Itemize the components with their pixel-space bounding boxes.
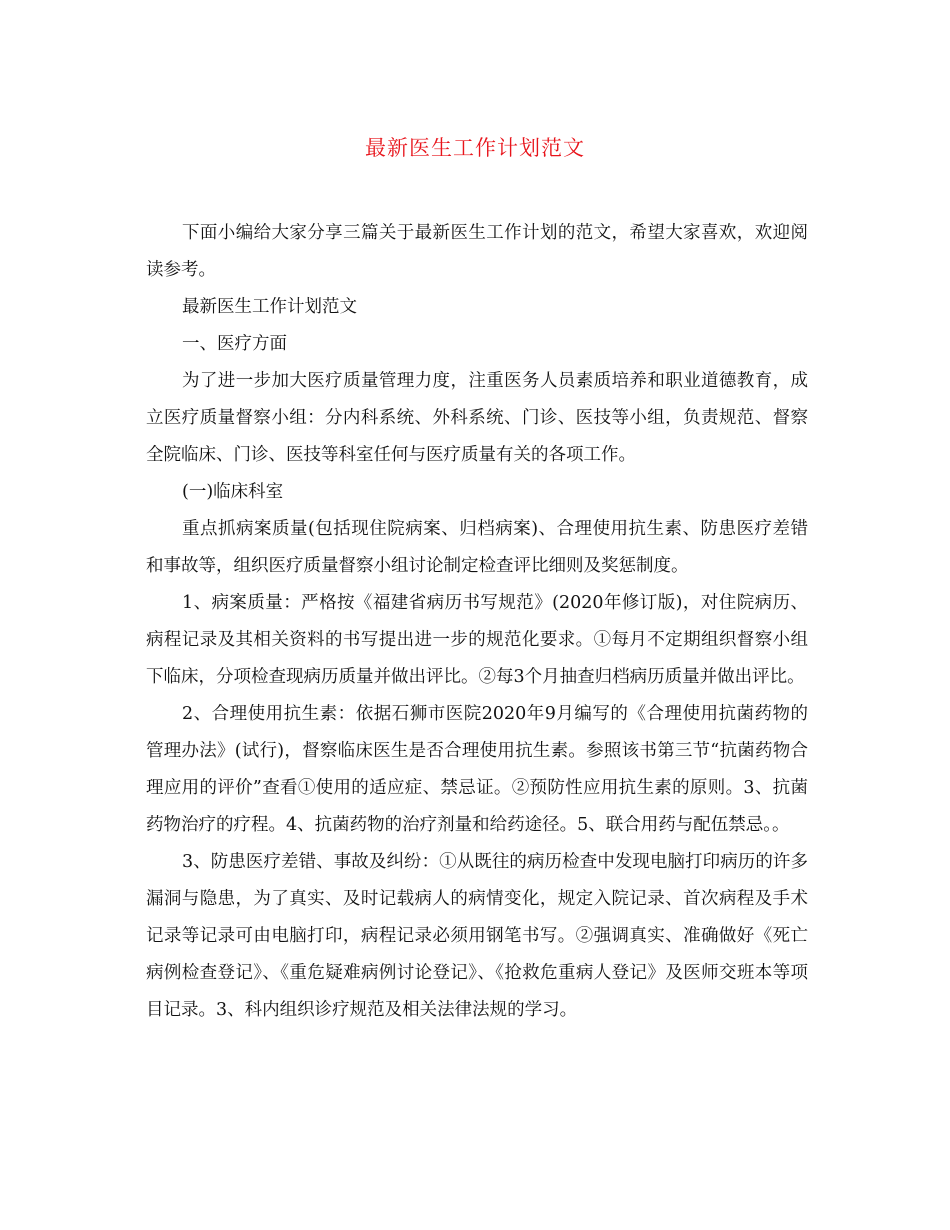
paragraph-medical-records: 1、病案质量：严格按《福建省病历书写规范》(2020年修订版)，对住院病历、病程记录及其相关资料的书写提出进一步的规范化要求。①每月不定期组织督察小组下临床，分项检查现病历质量并做出评比。②每3个月抽查归档病历质量并做出评比。: [146, 593, 808, 687]
document-title: 最新医生工作计划范文: [365, 136, 585, 160]
paragraph-antibiotics: 2、合理使用抗生素：依据石狮市医院2020年9月编写的《合理使用抗菌药物的管理办法》(试行)，督察临床医生是否合理使用抗生素。参照该书第三节“抗菌药物合理应用的评价”查看①使用的适应症、禁忌证。②预防性应用抗生素的原则。3、抗菌药物治疗的疗程。4、抗菌药物的治疗剂量和给药途径。5、联合用药与配伍禁忌。。: [146, 704, 808, 835]
paragraph-intro: 下面小编给大家分享三篇关于最新医生工作计划的范文，希望大家喜欢，欢迎阅读参考。: [146, 223, 808, 280]
document-body: [146, 215, 808, 1029]
paragraph-clinical-focus: 重点抓病案质量(包括现住院病案、归档病案)、合理使用抗生素、防患医疗差错和事故等，组织医疗质量督察小组讨论制定检查评比细则及奖惩制度。: [146, 519, 808, 576]
paragraph-subtitle: 最新医生工作计划范文: [182, 297, 357, 317]
paragraph-error-prevention: 3、防患医疗差错、事故及纠纷：①从既往的病历检查中发现电脑打印病历的许多漏洞与隐患，为了真实、及时记载病人的病情变化，规定入院记录、首次病程及手术记录等记录可由电脑打印，病程记录必须用钢笔书写。②强调真实、准确做好《死亡病例检查登记》、《重危疑难病例讨论登记》、《抢救危重病人登记》及医师交班本等项目记录。3、科内组织诊疗规范及相关法律法规的学习。: [146, 852, 808, 1020]
paragraph-quality-group: 为了进一步加大医疗质量管理力度，注重医务人员素质培养和职业道德教育，成立医疗质量督察小组：分内科系统、外科系统、门诊、医技等小组，负责规范、督察全院临床、门诊、医技等科室任何与医疗质量有关的各项工作。: [146, 371, 808, 465]
paragraph-clinical-heading: (一)临床科室: [182, 482, 284, 502]
paragraph-section-heading: 一、医疗方面: [182, 334, 287, 354]
